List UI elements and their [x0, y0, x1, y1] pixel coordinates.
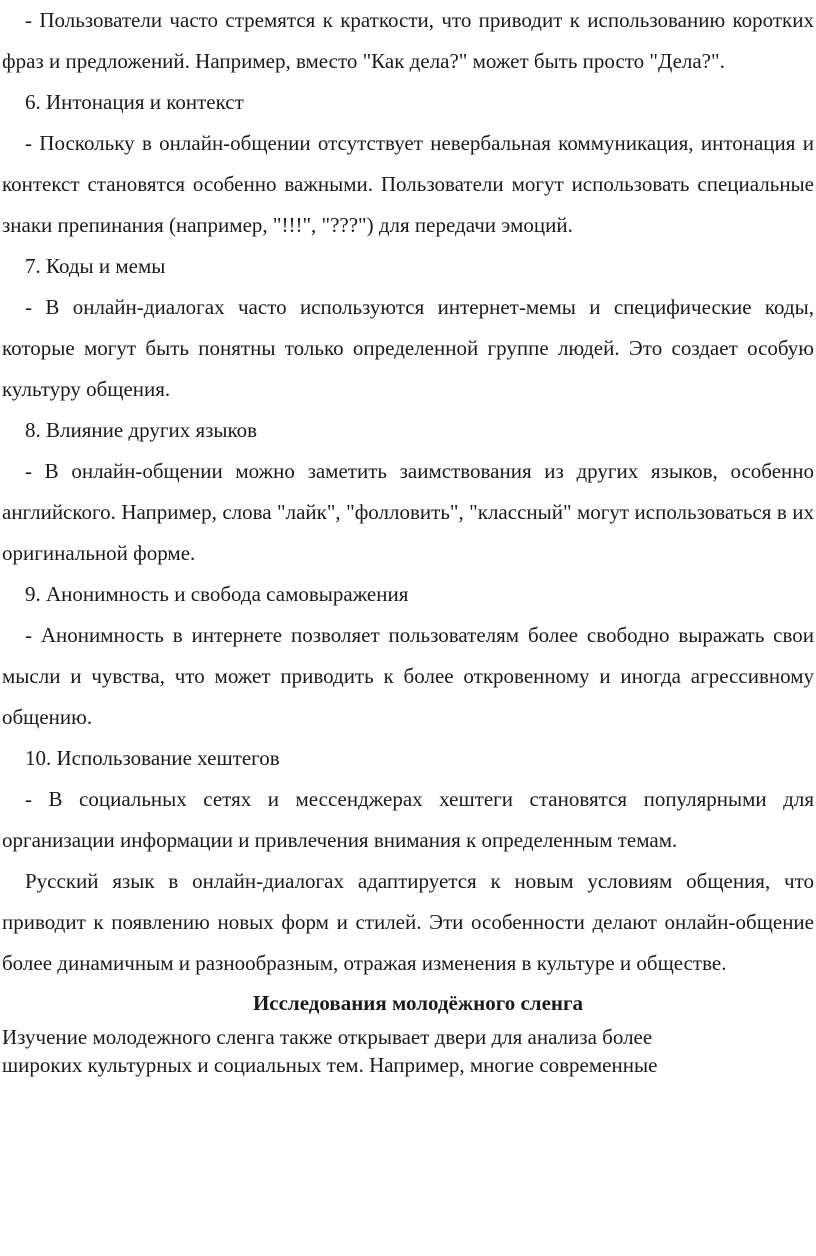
- text-body: [2, 0, 816, 1079]
- heading-other-languages: 8. Влияние других языков: [25, 418, 258, 442]
- paragraph-brevity: - Пользователи часто стремятся к краткости, что приводит к использованию коротких фраз и предложений. Например, вместо "Как дела?" может быть просто "Дела?".: [2, 8, 814, 73]
- paragraph-conclusion: Русский язык в онлайн-диалогах адаптируется к новым условиям общения, что приводит к появлению новых форм и стилей. Эти особенности делают онлайн-общение более динамичным и разнообразным, отражая изменения в культуре и обществе.: [2, 869, 814, 975]
- paragraph-intonation: - Поскольку в онлайн-общении отсутствует невербальная коммуникация, интонация и контекст становятся особенно важными. Пользователи могут использовать специальные знаки препинания (например, "!!!", "???") для передачи эмоций.: [2, 131, 814, 237]
- paragraph-codes-memes: - В онлайн-диалогах часто используются интернет-мемы и специфические коды, которые могут быть понятны только определенной группе людей. Это создает особую культуру общения.: [2, 295, 814, 401]
- heading-intonation: 6. Интонация и контекст: [25, 90, 244, 114]
- paragraph-anonymity: - Анонимность в интернете позволяет пользователям более свободно выражать свои мысли и чувства, что может приводить к более откровенному и иногда агрессивному общению.: [2, 623, 814, 729]
- heading-anonymity: 9. Анонимность и свобода самовыражения: [25, 582, 409, 606]
- section-line-1: Изучение молодежного сленга также открывает двери для анализа более: [2, 1025, 653, 1049]
- section-line-2: широких культурных и социальных тем. Например, многие современные: [2, 1053, 658, 1077]
- heading-hashtags: 10. Использование хештегов: [25, 746, 280, 770]
- paragraph-other-languages: - В онлайн-общении можно заметить заимствования из других языков, особенно английского. Например, слова "лайк", "фолловить", "классный" могут использоваться в их оригинальной форме.: [2, 459, 814, 565]
- section-title: Исследования молодёжного сленга: [252, 991, 584, 1015]
- heading-codes-memes: 7. Коды и мемы: [25, 254, 166, 278]
- paragraph-hashtags: - В социальных сетях и мессенджерах хештеги становятся популярными для организации информации и привлечения внимания к определенным темам.: [2, 787, 814, 852]
